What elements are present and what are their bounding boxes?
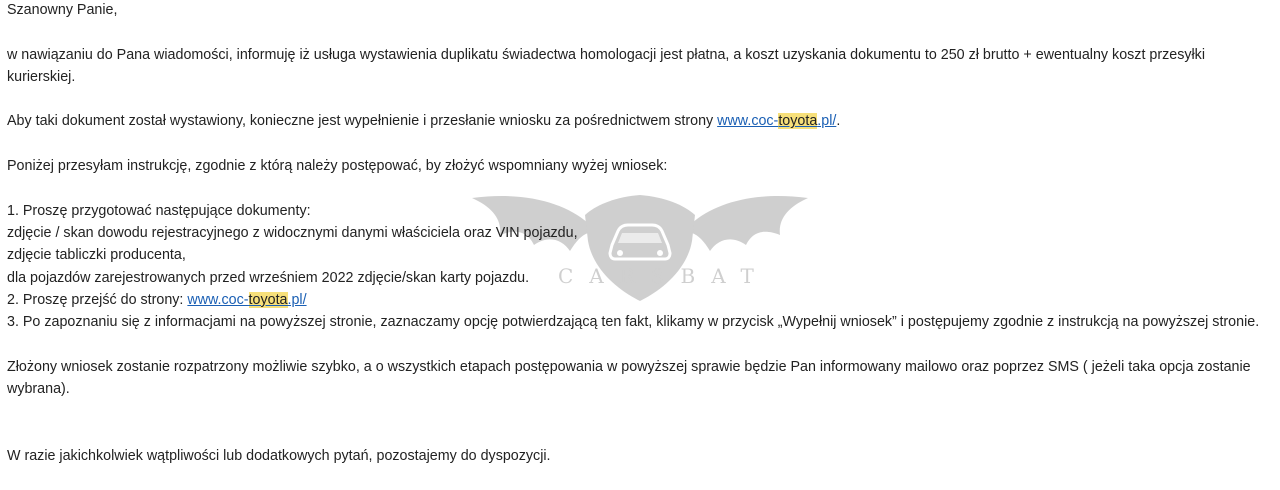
paragraph-cost: w nawiązaniu do Pana wiadomości, informuję iż usługa wystawienia duplikatu świadectwa homologacji jest płatna, a koszt uzyskania dokumentu to 250 zł brutto + ewentualny koszt przesyłki kurierskiej. bbox=[7, 46, 1205, 85]
step-2-text: 2. Proszę przejść do strony: bbox=[7, 291, 188, 308]
link-suffix: .pl/ bbox=[287, 291, 307, 308]
link-prefix: www.coc- bbox=[187, 291, 249, 308]
watermark-text: CARSBAT bbox=[558, 264, 770, 288]
paragraph-closing: W razie jakichkolwiek wątpliwości lub dodatkowych pytań, pozostajemy do dyspozycji. bbox=[7, 447, 551, 464]
spacer bbox=[7, 333, 1269, 355]
search-highlight: toyota bbox=[778, 113, 818, 130]
link-prefix: www.coc- bbox=[717, 113, 779, 130]
coc-toyota-link[interactable] bbox=[187, 292, 306, 308]
document-item-vehicle-card: dla pojazdów zarejestrowanych przed wrześniem 2022 zdjęcie/skan karty pojazdu. bbox=[7, 269, 530, 286]
paragraph-processing: Złożony wniosek zostanie rozpatrzony możliwie szybko, a o wszystkich etapach postępowania w powyższej sprawie będzie Pan informowany mailowo oraz poprzez SMS ( jeżeli taka opcja zostanie wybrana). bbox=[7, 358, 1251, 398]
spacer bbox=[7, 400, 1269, 445]
coc-toyota-link[interactable] bbox=[717, 113, 836, 129]
step-2 bbox=[7, 289, 1269, 311]
email-body bbox=[7, 0, 1269, 467]
paragraph-instructions-intro: Poniżej przesyłam instrukcję, zgodnie z którą należy postępować, by złożyć wspomniany wyżej wniosek: bbox=[7, 158, 668, 175]
step-3: 3. Po zapoznaniu się z informacjami na powyższej stronie, zaznaczamy opcję potwierdzającą ten fakt, klikamy w przycisk „Wypełnij wniosek” i postępujemy zgodnie z instrukcją na powyższej stronie. bbox=[7, 314, 1260, 331]
paragraph-application bbox=[7, 110, 1269, 132]
document-item-registration: zdjęcie / skan dowodu rejestracyjnego z widocznymi danymi właściciela oraz VIN pojazdu, bbox=[7, 224, 578, 241]
greeting: Szanowny Panie, bbox=[7, 2, 118, 18]
document-item-nameplate: zdjęcie tabliczki producenta, bbox=[7, 247, 186, 264]
paragraph-application-end: . bbox=[836, 113, 841, 130]
spacer bbox=[7, 21, 1269, 43]
search-highlight: toyota bbox=[248, 291, 288, 308]
spacer bbox=[7, 177, 1269, 199]
link-suffix: .pl/ bbox=[817, 113, 837, 130]
step-1: 1. Proszę przygotować następujące dokumenty: bbox=[7, 202, 311, 219]
spacer bbox=[7, 88, 1269, 110]
paragraph-application-text: Aby taki dokument został wystawiony, konieczne jest wypełnienie i przesłanie wniosku za pośrednictwem strony bbox=[7, 113, 718, 130]
spacer bbox=[7, 133, 1269, 155]
